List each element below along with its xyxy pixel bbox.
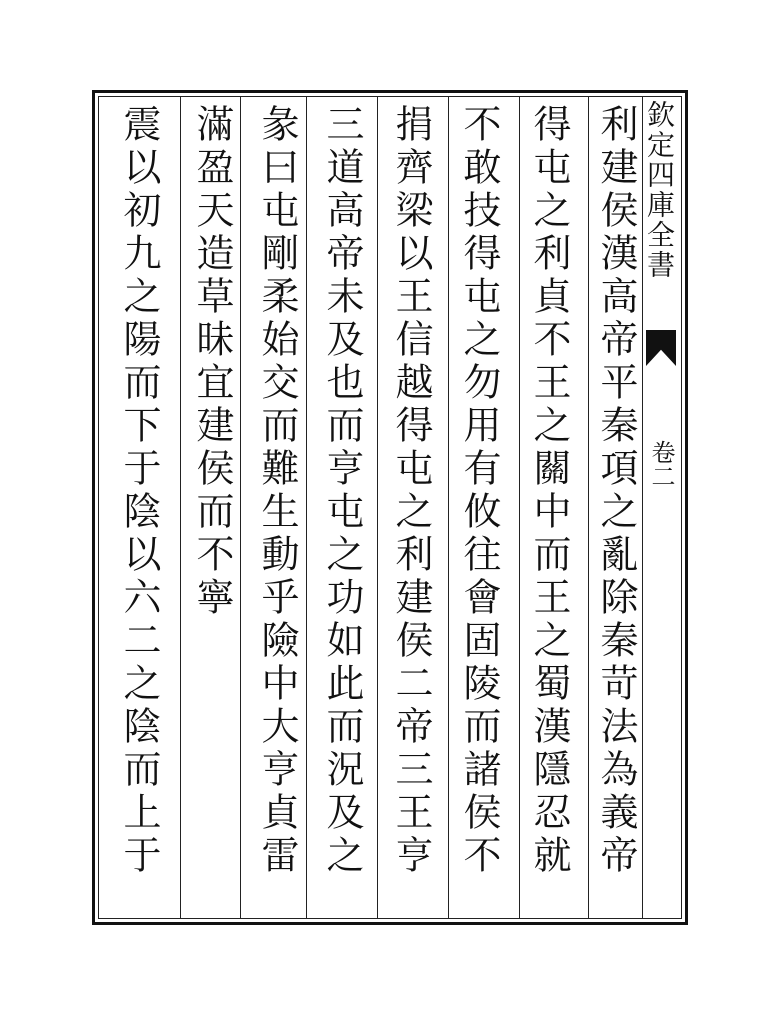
column-rule (180, 96, 181, 919)
column-rule (519, 96, 520, 919)
column-rule (306, 96, 307, 919)
column-rule (240, 96, 241, 919)
text-column-5: 三道高帝未及也而亨屯之功如此而況及之 (320, 104, 364, 878)
volume-label: 卷二 (647, 440, 675, 488)
column-rule (588, 96, 589, 919)
text-column-4: 捐齊梁以王信越得屯之利建侯二帝三王亨 (389, 104, 433, 878)
text-column-2: 得屯之利貞不王之關中而王之蜀漢隱忍就 (527, 104, 571, 878)
text-column-7: 滿盈天造草昧宜建侯而不寧 (190, 104, 234, 620)
text-column-8: 震以初九之陽而下于陰以六二之陰而上于 (117, 104, 161, 878)
text-column-6: 彖曰屯剛柔始交而難生動乎險中大亨貞雷 (255, 104, 299, 878)
column-rule (377, 96, 378, 919)
text-column-1: 利建侯漢高帝平秦項之亂除秦苛法為義帝 (594, 104, 638, 878)
column-rule (448, 96, 449, 919)
text-column-3: 不敢技得屯之勿用有攸往會固陵而諸侯不 (457, 104, 501, 878)
margin-title: 欽定四庫全書 (643, 100, 676, 280)
